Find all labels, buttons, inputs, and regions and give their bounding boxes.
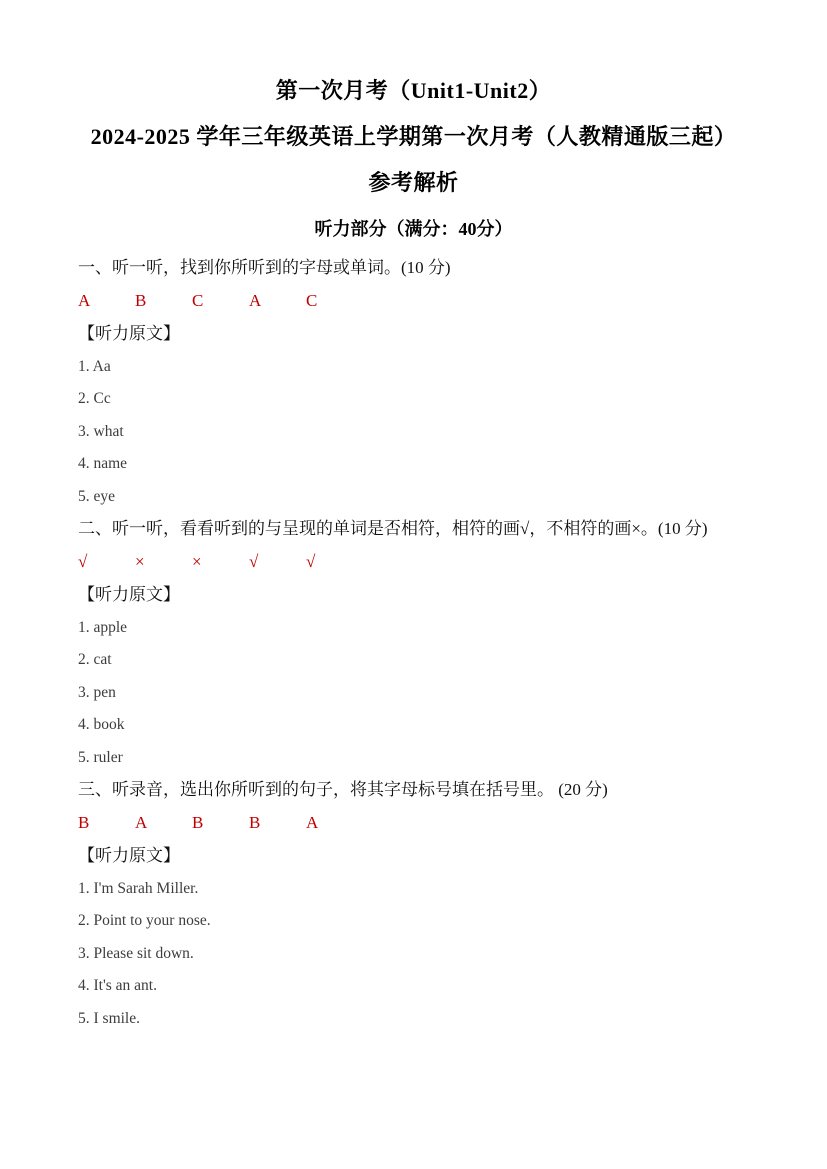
transcript-label: 【听力原文】 (78, 585, 180, 604)
answer-letter: B (249, 812, 261, 832)
answer-letter: A (306, 812, 319, 832)
transcript-line: 2. Cc (78, 390, 111, 407)
transcript-line: 4. name (78, 455, 128, 472)
section-3-heading: 三、听录音，选出你所听到的句子，将其字母标号填在括号里。 (20 分) (78, 780, 608, 799)
answer-letter: A (78, 290, 91, 310)
transcript-line: 1. Aa (78, 357, 111, 375)
transcript-line: 2. Point to your nose. (78, 912, 211, 929)
answer-mark: × (135, 551, 145, 571)
transcript-line: 3. Please sit down. (78, 944, 194, 962)
answer-letter: B (135, 290, 147, 310)
answer-letter: C (192, 290, 204, 310)
transcript-label: 【听力原文】 (78, 846, 180, 865)
section-1 (78, 252, 749, 513)
doc-title-line1: 第一次月考（Unit1-Unit2） (275, 78, 552, 103)
transcript-line: 4. book (78, 716, 125, 733)
transcript-label: 【听力原文】 (78, 324, 180, 343)
transcript-line: 2. cat (78, 651, 112, 668)
section-2 (78, 513, 749, 774)
answer-mark: √ (78, 551, 88, 571)
answer-letter: B (78, 812, 90, 832)
doc-title-line2: 2024-2025 学年三年级英语上学期第一次月考（人教精通版三起） (90, 124, 737, 149)
answer-mark: √ (306, 551, 316, 571)
answer-letter: A (249, 290, 262, 310)
section-1-heading: 一、听一听，找到你所听到的字母或单词。(10 分) (78, 258, 451, 277)
section-3 (78, 774, 749, 1035)
section-2-heading: 二、听一听，看看听到的与呈现的单词是否相符，相符的画√，不相符的画×。(10 分) (78, 519, 708, 538)
transcript-line: 1. apple (78, 618, 128, 636)
answer-letter: B (192, 812, 204, 832)
listening-part-subtitle: 听力部分（满分：40分） (314, 219, 513, 239)
doc-title-line3: 参考解析 (368, 170, 459, 195)
transcript-line: 3. what (78, 422, 124, 440)
transcript-line: 5. ruler (78, 748, 123, 766)
transcript-line: 3. pen (78, 683, 116, 701)
answer-letter: C (306, 290, 318, 310)
answer-letter: A (135, 812, 148, 832)
answer-mark: × (192, 551, 202, 571)
document-body (78, 252, 749, 1035)
transcript-line: 1. I'm Sarah Miller. (78, 879, 199, 897)
section-2-answers (78, 546, 749, 580)
transcript-line: 5. I smile. (78, 1009, 140, 1027)
transcript-line: 5. eye (78, 487, 116, 505)
section-1-answers (78, 285, 749, 319)
answer-mark: √ (249, 551, 259, 571)
section-3-answers (78, 807, 749, 841)
transcript-line: 4. It's an ant. (78, 977, 157, 994)
